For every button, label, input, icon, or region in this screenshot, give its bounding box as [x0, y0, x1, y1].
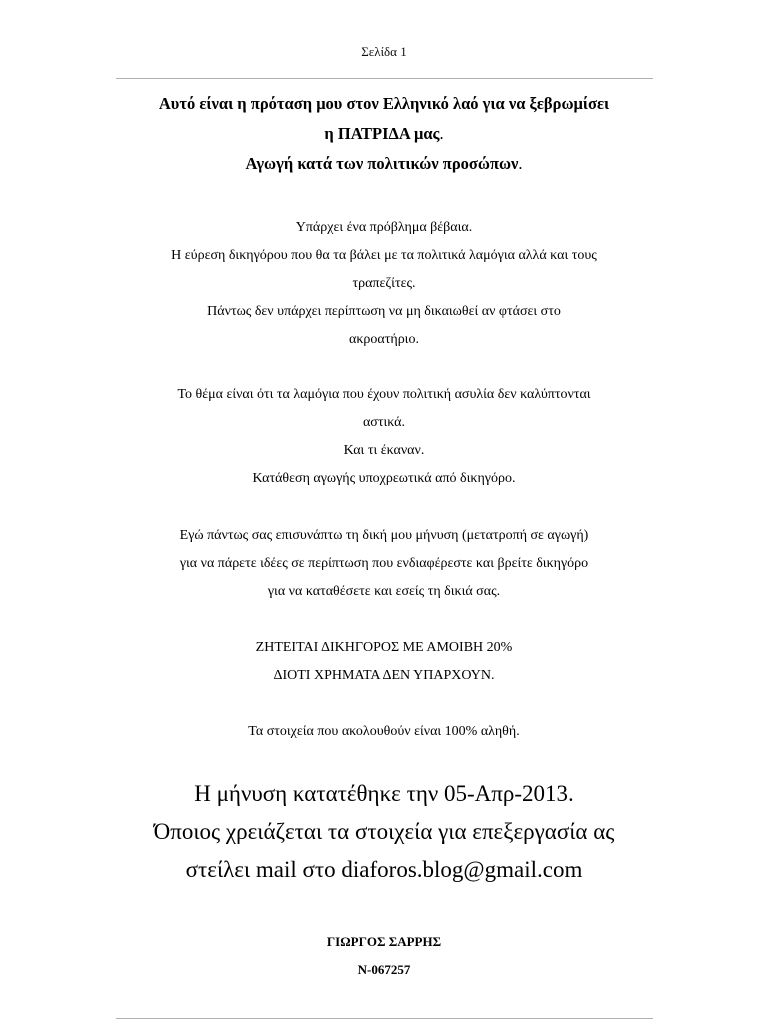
text-line: Εγώ πάντως σας επισυνάπτω τη δική μου μήνυση (μετατροπή σε αγωγή) [179, 528, 589, 543]
text-line: Και τι έκαναν. [343, 443, 425, 458]
text-line: για να πάρετε ιδέες σε περίπτωση που ενδιαφέρεστε και βρείτε δικηγόρο [179, 556, 589, 571]
paragraph-problem [100, 214, 668, 354]
title-line-3: Αγωγή κατά των πολιτικών προσώπων. [245, 154, 523, 173]
signature-id: Ν-067257 [357, 962, 411, 977]
paragraph-immunity [100, 381, 668, 493]
text-line: για να καταθέσετε και εσείς τη δικιά σας. [267, 584, 501, 599]
document-title [100, 89, 668, 179]
paragraph-attachment [100, 522, 668, 606]
paragraph-truth [100, 718, 668, 746]
notice-line: Όποιος χρειάζεται τα στοιχεία για επεξεργασία ας [153, 819, 615, 844]
text-line: Πάντως δεν υπάρχει περίπτωση να μη δικαιωθεί αν φτάσει στο [207, 304, 561, 319]
text-line: αστικά. [362, 415, 406, 430]
text-line: Κατάθεση αγωγής υποχρεωτικά από δικηγόρο. [252, 471, 516, 486]
notice-line: Η μήνυση κατατέθηκε την 05-Απρ-2013. [194, 781, 574, 806]
text-line: ΖΗΤΕΙΤΑΙ ΔΙΚΗΓΟΡΟΣ ΜΕ ΑΜΟΙΒΗ 20% [255, 640, 513, 655]
text-line: Τα στοιχεία που ακολουθούν είναι 100% αληθή. [248, 724, 520, 739]
title-line-2: η ΠΑΤΡΙΔΑ μας. [324, 124, 444, 143]
paragraph-lawyer-wanted [100, 634, 668, 690]
notice-line: στείλει mail στο diaforos.blog@gmail.com [185, 857, 583, 882]
text-line: Το θέμα είναι ότι τα λαμόγια που έχουν πολιτική ασυλία δεν καλύπτονται [177, 387, 591, 402]
text-line: Η εύρεση δικηγόρου που θα τα βάλει με τα πολιτικά λαμόγια αλλά και τους [171, 248, 597, 263]
page-number-header: Σελίδα 1 [361, 44, 407, 59]
footer-divider [116, 1018, 653, 1019]
text-line: ΔΙΟΤΙ ΧΡΗΜΑΤΑ ΔΕΝ ΥΠΑΡΧΟΥΝ. [273, 668, 495, 683]
text-line: ακροατήριο. [349, 332, 419, 347]
header-divider [116, 78, 653, 79]
signature-block [100, 928, 668, 984]
text-line: τραπεζίτες. [352, 276, 416, 291]
signature-name: ΓΙΩΡΓΟΣ ΣΑΡΡΗΣ [326, 934, 442, 949]
title-line-1: Αυτό είναι η πρόταση μου στον Ελληνικό λαό για να ξεβρωμίσει [158, 94, 610, 113]
lawsuit-notice [100, 775, 668, 889]
text-line: Υπάρχει ένα πρόβλημα βέβαια. [295, 220, 473, 235]
